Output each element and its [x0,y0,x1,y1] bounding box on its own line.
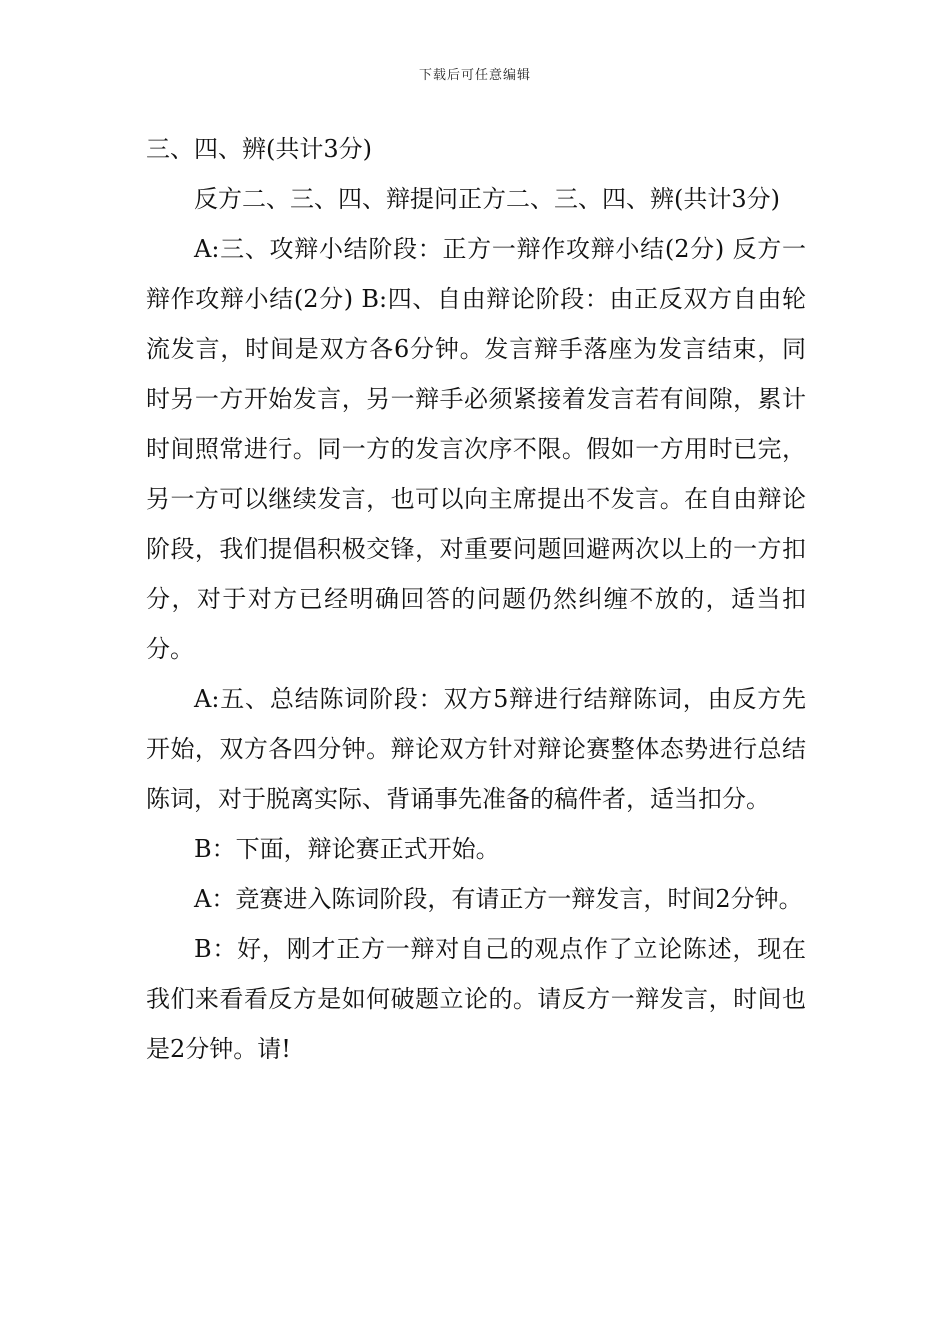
document-body [146,124,806,1074]
paragraph-opening-statement-call: A：竞赛进入陈词阶段，有请正方一辩发言，时间2分钟。 [194,885,803,913]
paragraph-debate-section-heading: 三、四、辨(共计3分) [146,135,372,163]
paragraph-opposition-call: B：好，刚才正方一辩对自己的观点作了立论陈述，现在我们来看看反方是如何破题立论的。请反方一辩发言，时间也是2分钟。请! [146,935,806,1063]
paragraph-closing-statements: A:五、总结陈词阶段：双方5辩进行结辩陈词，由反方先开始，双方各四分钟。辩论双方针对辩论赛整体态势进行总结陈词，对于脱离实际、背诵事先准备的稿件者，适当扣分。 [146,685,806,813]
paragraph-summary-and-free-debate: A:三、攻辩小结阶段：正方一辩作攻辩小结(2分) 反方一辩作攻辩小结(2分) B:四、自由辩论阶段：由正反双方自由轮流发言，时间是双方各6分钟。发言辩手落座为发言结束，同时另一方开始发言，另一辩手必须紧接着发言若有间隙，累计时间照常进行。同一方的发言次序不限。假如一方用时已完，另一方可以继续发言，也可以向主席提出不发言。在自由辩论阶段，我们提倡积极交锋，对重要问题回避两次以上的一方扣分，对于对方已经明确回答的问题仍然纠缠不放的，适当扣分。 [146,235,806,663]
paragraph-debate-start: B：下面，辩论赛正式开始。 [194,835,500,863]
page-header: 下载后可任意编辑 [418,68,531,83]
paragraph-cross-questioning: 反方二、三、四、辩提问正方二、三、四、辨(共计3分) [194,185,780,213]
